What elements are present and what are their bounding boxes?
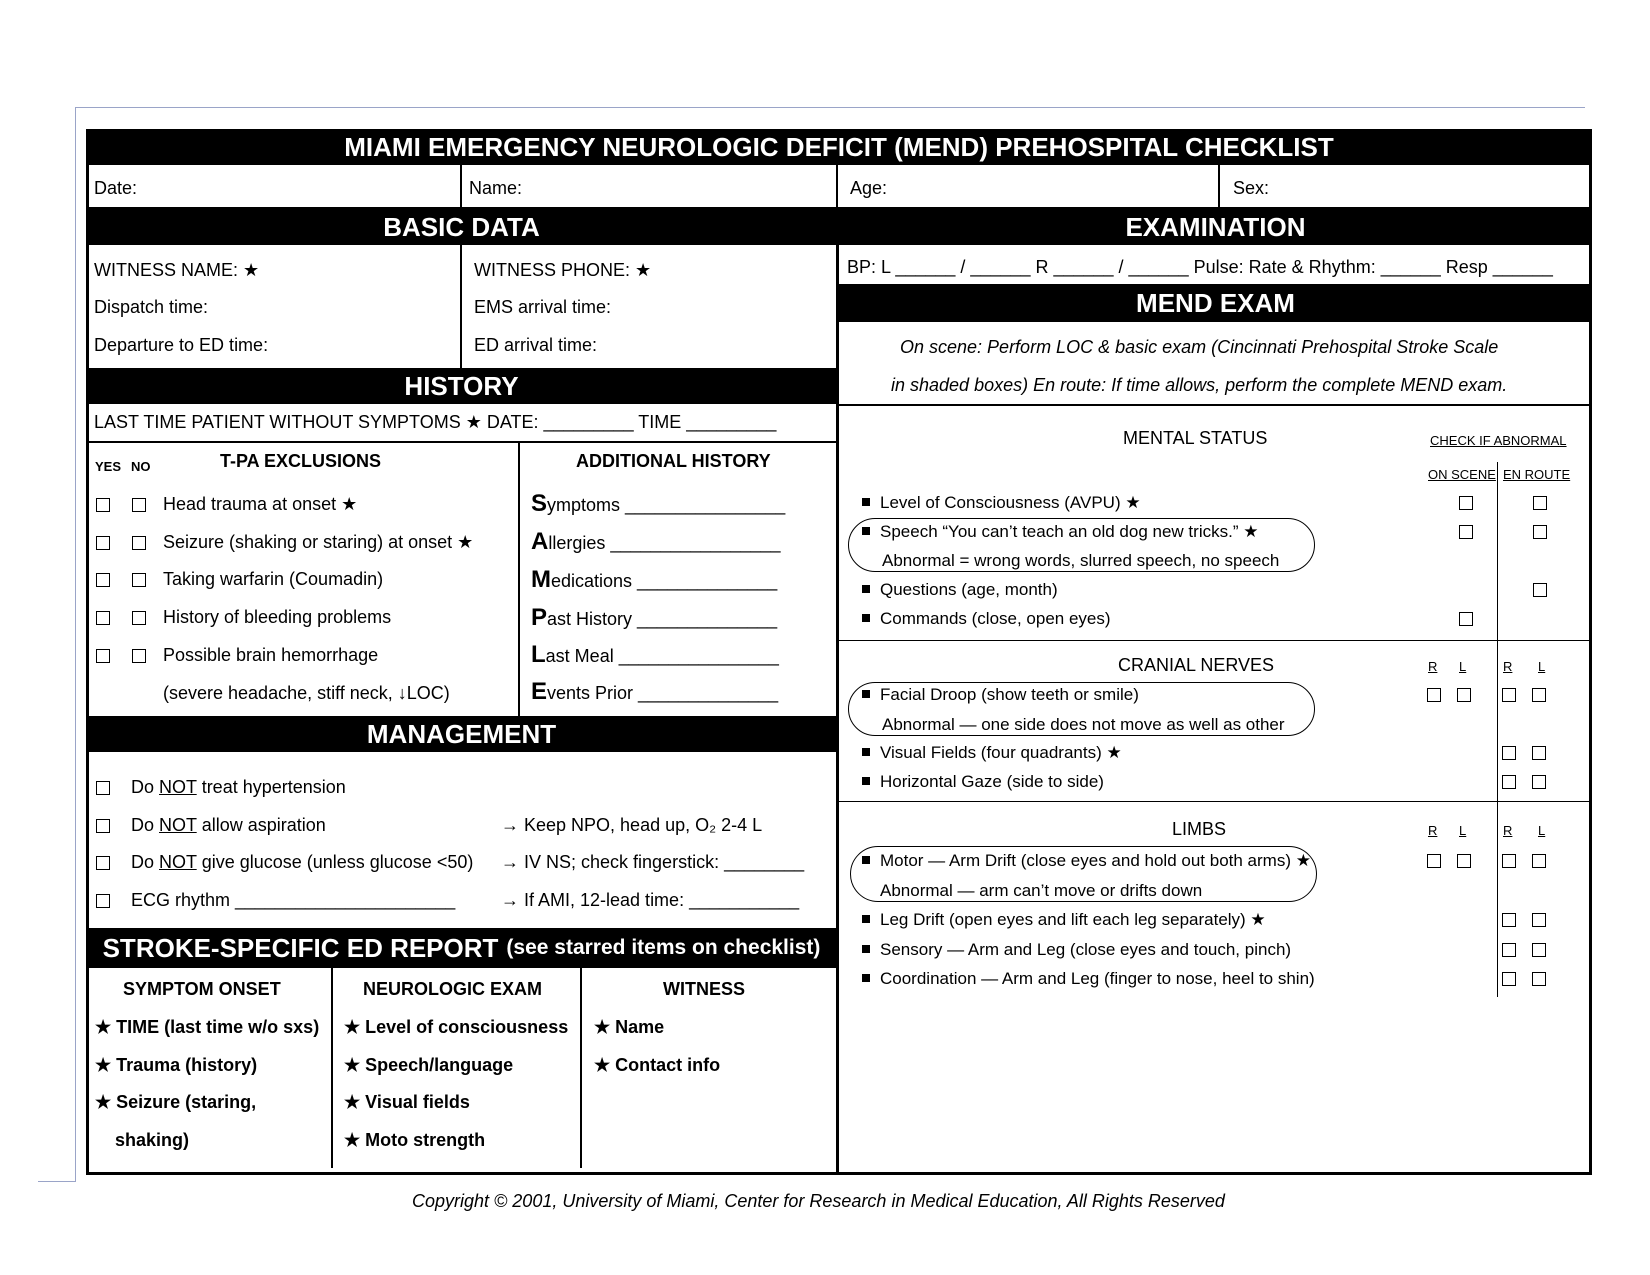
symptom-onset-item: shaking)	[115, 1130, 190, 1150]
history-divider	[518, 441, 520, 716]
mend-item-text: Level of Consciousness (AVPU) ★	[880, 493, 1141, 512]
bullet-icon	[862, 915, 870, 923]
mend-item-text: Horizontal Gaze (side to side)	[880, 772, 1104, 791]
additional-history-item[interactable]	[531, 680, 778, 704]
mend-exam-item	[862, 494, 1141, 511]
tpa-no-checkbox[interactable]	[132, 649, 146, 663]
mend-instructions-2: in shaded boxes) En route: If time allows, perform the complete MEND exam.	[891, 375, 1508, 395]
abnormal-checkbox[interactable]	[1427, 688, 1441, 702]
basic-data-divider	[460, 245, 462, 368]
patient-divider-3	[1218, 165, 1220, 209]
frame-line-bottom	[38, 1181, 76, 1182]
mend-item-text: Motor — Arm Drift (close eyes and hold out both arms) ★	[880, 851, 1311, 870]
tpa-item-label: Possible brain hemorrhage	[163, 645, 379, 665]
no-label: NO	[131, 459, 151, 474]
examination-header-text: EXAMINATION	[1125, 211, 1306, 242]
mend-item-text: Commands (close, open eyes)	[880, 609, 1111, 628]
additional-history-text: ymptoms ________________	[547, 495, 786, 515]
management-item-not: NOT	[159, 852, 197, 872]
symptom-onset-item: ★ TIME (last time w/o sxs)	[95, 1017, 320, 1037]
abnormal-checkbox[interactable]	[1457, 854, 1471, 868]
bullet-icon	[862, 614, 870, 622]
mend-exam-item	[862, 773, 1104, 790]
abnormal-checkbox[interactable]	[1502, 775, 1516, 789]
management-item	[131, 816, 326, 834]
additional-history-letter: M	[531, 566, 551, 593]
management-checkbox[interactable]	[96, 819, 110, 833]
right-side-label: R	[1428, 659, 1438, 674]
abnormal-checkbox[interactable]	[1532, 775, 1546, 789]
mend-exam-item	[862, 744, 1122, 761]
mend-exam-item	[862, 686, 1139, 703]
mend-item-text: Abnormal — one side does not move as well as other	[882, 715, 1285, 734]
management-item-pre: ECG rhythm ______________________	[131, 890, 456, 910]
on-scene-label: ON SCENE	[1428, 467, 1496, 482]
dispatch-time-field[interactable]: Dispatch time:	[94, 297, 209, 317]
vitals-field[interactable]: BP: L ______ / ______ R ______ / ______ Pulse: Rate & Rhythm: ______ Resp ______	[847, 257, 1553, 277]
abnormal-checkbox[interactable]	[1502, 688, 1516, 702]
additional-history-letter: S	[531, 490, 548, 517]
witness-name-field[interactable]: WITNESS NAME: ★	[94, 260, 260, 280]
additional-history-item[interactable]	[531, 568, 777, 592]
mend-exam-item	[862, 610, 1111, 627]
abnormal-checkbox[interactable]	[1502, 972, 1516, 986]
en-route-label: EN ROUTE	[1503, 467, 1571, 482]
age-field[interactable]: Age:	[850, 178, 888, 198]
tpa-yes-checkbox[interactable]	[96, 611, 110, 625]
additional-history-letter: P	[531, 604, 548, 631]
mend-item-text: Speech “You can’t teach an old dog new tricks.” ★	[880, 522, 1259, 541]
tpa-yes-checkbox[interactable]	[96, 536, 110, 550]
bullet-icon	[862, 527, 870, 535]
witness-phone-field[interactable]: WITNESS PHONE: ★	[474, 260, 652, 280]
mend-exam-item	[862, 911, 1266, 928]
mend-item-text: Sensory — Arm and Leg (close eyes and touch, pinch)	[880, 940, 1292, 959]
left-side-label: L	[1459, 659, 1467, 674]
management-header-text: MANAGEMENT	[366, 718, 557, 749]
management-item-action: → IV NS; check fingerstick: ________	[501, 852, 805, 872]
additional-history-item[interactable]	[531, 492, 785, 516]
cranial-nerves-bottom	[839, 801, 1592, 802]
symptom-onset-item: ★ Trauma (history)	[95, 1055, 258, 1075]
abnormal-checkbox[interactable]	[1532, 913, 1546, 927]
symptom-onset-item: ★ Seizure (staring,	[95, 1092, 257, 1112]
abnormal-checkbox[interactable]	[1532, 688, 1546, 702]
tpa-yes-checkbox[interactable]	[96, 573, 110, 587]
departure-time-field[interactable]: Departure to ED time:	[94, 335, 269, 355]
abnormal-checkbox[interactable]	[1533, 496, 1547, 510]
basic-data-header-text: BASIC DATA	[383, 211, 540, 242]
management-item-post: give glucose (unless glucose <50)	[196, 852, 474, 872]
sex-field[interactable]: Sex:	[1233, 178, 1270, 198]
basic-data-header	[86, 209, 837, 245]
mend-exam-item	[862, 523, 1258, 540]
right-side-label: R	[1503, 823, 1513, 838]
tpa-no-checkbox[interactable]	[132, 573, 146, 587]
witness-header: WITNESS	[663, 979, 746, 999]
form-title-text: MIAMI EMERGENCY NEUROLOGIC DEFICIT (MEND) PREHOSPITAL CHECKLIST	[344, 131, 1334, 162]
date-field[interactable]: Date:	[94, 178, 138, 198]
limbs-header: LIMBS	[1172, 819, 1227, 839]
patient-divider-2	[836, 165, 838, 209]
abnormal-checkbox[interactable]	[1532, 943, 1546, 957]
tpa-note: (severe headache, stiff neck, ↓LOC)	[163, 683, 450, 703]
mend-item-text: Abnormal = wrong words, slurred speech, no speech	[882, 551, 1280, 570]
management-item	[131, 853, 473, 871]
abnormal-checkbox[interactable]	[1459, 612, 1473, 626]
management-item-pre: Do	[131, 852, 160, 872]
symptom-onset-header: SYMPTOM ONSET	[123, 979, 281, 999]
additional-history-letter: E	[531, 678, 548, 705]
tpa-item-label: History of bleeding problems	[163, 607, 392, 627]
center-divider	[836, 207, 839, 1175]
abnormal-checkbox[interactable]	[1533, 583, 1547, 597]
mend-exam-item	[862, 852, 1311, 869]
left-side-label: L	[1538, 659, 1546, 674]
bullet-icon	[862, 777, 870, 785]
abnormal-checkbox[interactable]	[1533, 525, 1547, 539]
abnormal-checkbox[interactable]	[1502, 854, 1516, 868]
management-item	[131, 778, 346, 796]
name-field[interactable]: Name:	[469, 178, 523, 198]
frame-line-top	[75, 107, 1585, 108]
neuro-exam-header: NEUROLOGIC EXAM	[363, 979, 543, 999]
right-side-label: R	[1503, 659, 1513, 674]
mend-item-text: Leg Drift (open eyes and lift each leg separately) ★	[880, 910, 1266, 929]
management-checkbox[interactable]	[96, 781, 110, 795]
history-header	[86, 368, 837, 404]
abnormal-checkbox[interactable]	[1459, 496, 1473, 510]
abnormal-checkbox[interactable]	[1502, 913, 1516, 927]
tpa-item-label: Seizure (shaking or staring) at onset ★	[163, 532, 474, 552]
mend-exam-header-text: MEND EXAM	[1136, 287, 1295, 318]
mental-status-bottom	[839, 640, 1592, 641]
mend-abnormal-note	[880, 882, 1202, 899]
tpa-item-label: Taking warfarin (Coumadin)	[163, 569, 384, 589]
tpa-item-label: Head trauma at onset ★	[163, 494, 358, 514]
mend-abnormal-note	[882, 716, 1285, 733]
additional-history-text: llergies _________________	[548, 533, 781, 553]
additional-history-text: vents Prior ______________	[547, 683, 779, 703]
copyright: Copyright © 2001, University of Miami, Center for Research in Medical Education, All Rights Reserved	[412, 1191, 1225, 1211]
management-item-not: NOT	[159, 777, 197, 797]
tpa-yes-checkbox[interactable]	[96, 649, 110, 663]
left-side-label: L	[1459, 823, 1467, 838]
tpa-yes-checkbox[interactable]	[96, 498, 110, 512]
check-if-abnormal-label: CHECK IF ABNORMAL	[1430, 433, 1567, 448]
witness-item: ★ Contact info	[594, 1055, 721, 1075]
management-item-action: → Keep NPO, head up, O₂ 2-4 L	[501, 815, 763, 835]
mental-status-header: MENTAL STATUS	[1123, 428, 1268, 448]
abnormal-checkbox[interactable]	[1532, 972, 1546, 986]
history-header-text: HISTORY	[404, 370, 519, 401]
additional-history-letter: L	[531, 641, 546, 668]
bullet-icon	[862, 690, 870, 698]
tpa-no-checkbox[interactable]	[132, 611, 146, 625]
abnormal-checkbox[interactable]	[1459, 525, 1473, 539]
management-item-post: allow aspiration	[196, 815, 326, 835]
patient-divider-1	[460, 165, 462, 209]
abnormal-checkbox[interactable]	[1502, 746, 1516, 760]
neuro-exam-item: ★ Speech/language	[344, 1055, 514, 1075]
additional-history-text: edications ______________	[551, 571, 778, 591]
cranial-nerves-header: CRANIAL NERVES	[1118, 655, 1275, 675]
additional-history-letter: A	[531, 528, 549, 555]
mend-item-text: Coordination — Arm and Leg (finger to nose, heel to shin)	[880, 969, 1315, 988]
mend-instructions-bottom	[839, 404, 1592, 406]
mend-exam-header	[839, 284, 1592, 322]
last-time-bottom	[86, 441, 837, 443]
mend-abnormal-note	[882, 552, 1279, 569]
tpa-no-checkbox[interactable]	[132, 536, 146, 550]
right-side-label: R	[1428, 823, 1438, 838]
abnormal-checkbox[interactable]	[1427, 854, 1441, 868]
stroke-report-header	[86, 928, 837, 968]
abnormal-checkbox[interactable]	[1532, 854, 1546, 868]
witness-item: ★ Name	[594, 1017, 665, 1037]
left-side-label: L	[1538, 823, 1546, 838]
ed-arrival-field[interactable]: ED arrival time:	[474, 335, 598, 355]
management-item-pre: Do	[131, 815, 160, 835]
mend-item-text: Abnormal — arm can’t move or drifts down	[880, 881, 1203, 900]
stroke-report-title: STROKE-SPECIFIC ED REPORT	[102, 932, 499, 963]
mend-item-text: Facial Droop (show teeth or smile)	[880, 685, 1139, 704]
neuro-exam-item: ★ Visual fields	[344, 1092, 470, 1112]
abnormal-checkbox[interactable]	[1532, 746, 1546, 760]
management-checkbox[interactable]	[96, 894, 110, 908]
bullet-icon	[862, 856, 870, 864]
mend-instructions-1: On scene: Perform LOC & basic exam (Cincinnati Prehospital Stroke Scale	[900, 337, 1499, 357]
additional-history-text: ast Meal ________________	[545, 646, 779, 666]
scene-route-divider	[1497, 462, 1498, 997]
bullet-icon	[862, 974, 870, 982]
frame-line-left	[75, 107, 76, 1182]
stroke-divider-2	[580, 968, 582, 1168]
stroke-report-subtitle: (see starred items on checklist)	[506, 936, 821, 959]
tpa-no-checkbox[interactable]	[132, 498, 146, 512]
bullet-icon	[862, 748, 870, 756]
additional-history-item[interactable]	[531, 530, 781, 554]
neuro-exam-item: ★ Level of consciousness	[344, 1017, 569, 1037]
yes-label: YES	[95, 459, 122, 474]
form-title	[86, 129, 1592, 165]
mend-item-text: Visual Fields (four quadrants) ★	[880, 743, 1122, 762]
bullet-icon	[862, 585, 870, 593]
management-item	[131, 891, 455, 909]
mend-exam-item	[862, 970, 1315, 987]
stroke-divider-1	[331, 968, 333, 1168]
management-item-post: treat hypertension	[196, 777, 346, 797]
ems-arrival-field[interactable]: EMS arrival time:	[474, 297, 612, 317]
additional-history-item[interactable]	[531, 606, 777, 630]
management-item-pre: Do	[131, 777, 160, 797]
management-item-action: → If AMI, 12-lead time: ___________	[501, 890, 800, 910]
management-header	[86, 716, 837, 752]
additional-history-header: ADDITIONAL HISTORY	[576, 451, 771, 471]
neuro-exam-item: ★ Moto strength	[344, 1130, 486, 1150]
examination-header	[839, 209, 1592, 245]
abnormal-checkbox[interactable]	[1502, 943, 1516, 957]
management-item-not: NOT	[159, 815, 197, 835]
additional-history-text: ast History ______________	[547, 609, 778, 629]
last-time-field[interactable]: LAST TIME PATIENT WITHOUT SYMPTOMS ★ DATE: _________ TIME _________	[94, 412, 777, 432]
management-checkbox[interactable]	[96, 856, 110, 870]
additional-history-item[interactable]	[531, 643, 779, 667]
abnormal-checkbox[interactable]	[1457, 688, 1471, 702]
bullet-icon	[862, 945, 870, 953]
mend-exam-item	[862, 941, 1291, 958]
bullet-icon	[862, 498, 870, 506]
tpa-header: T-PA EXCLUSIONS	[220, 451, 382, 471]
mend-item-text: Questions (age, month)	[880, 580, 1058, 599]
mend-exam-item	[862, 581, 1058, 598]
